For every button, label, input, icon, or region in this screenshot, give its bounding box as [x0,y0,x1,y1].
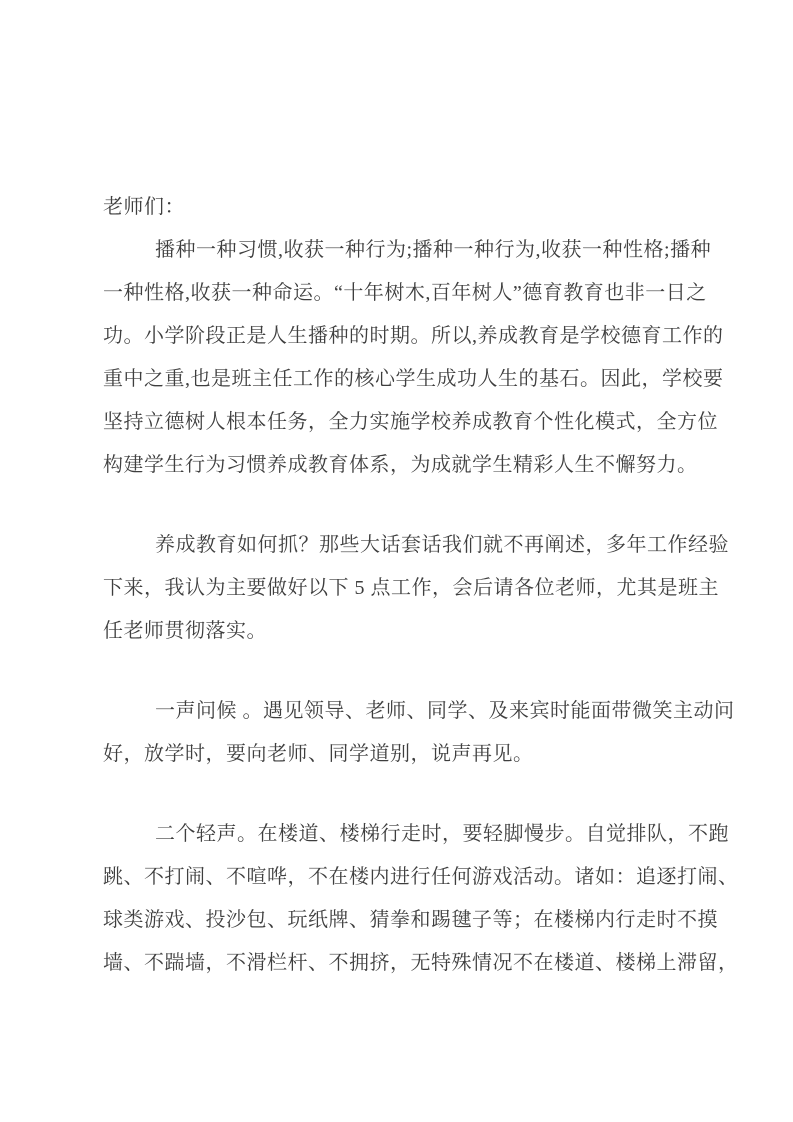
text-line: 跳、不打闹、不喧哗，不在楼内进行任何游戏活动。诸如：追逐打闹、 [103,866,739,888]
paragraph [103,690,735,776]
text-line: 功。小学阶段正是人生播种的时期。所以,养成教育是学校德育工作的 [103,325,724,347]
text-line: 二个轻声。在楼道、楼梯行走时，要轻脚慢步。自觉排队，不跑 [155,823,729,845]
text-line: 一种性格,收获一种命运。“十年树木,百年树人”德育教育也非一日之 [103,282,707,304]
text-line: 构建学生行为习惯养成教育体系，为成就学生精彩人生不懈努力。 [103,454,698,476]
paragraph [103,524,729,653]
text-line: 好，放学时，要向老师、同学道别，说声再见。 [103,743,534,765]
document-body [103,229,739,985]
text-line: 下来，我认为主要做好以下 5 点工作，会后请各位老师，尤其是班主 [103,577,719,599]
salutation-text: 老师们： [103,196,185,218]
text-line: 播种一种习惯,收获一种行为;播种一种行为,收获一种性格;播种 [155,239,712,261]
text-line: 墙、不踹墙，不滑栏杆、不拥挤，无特殊情况不在楼道、楼梯上滞留， [103,952,739,974]
paragraph [103,813,739,985]
text-line: 一声问候 。遇见领导、老师、同学、及来宾时能面带微笑主动问 [155,700,735,722]
text-line: 任老师贯彻落实。 [103,620,267,642]
text-line: 球类游戏、投沙包、玩纸牌、猜拳和踢毽子等；在楼梯内行走时不摸 [103,909,718,931]
salutation [103,186,692,229]
paragraph [103,229,724,487]
text-line: 坚持立德树人根本任务，全力实施学校养成教育个性化模式，全方位 [103,411,718,433]
text-line: 重中之重,也是班主任工作的核心学生成功人生的基石。因此，学校要 [103,368,724,390]
text-line: 养成教育如何抓？那些大话套话我们就不再阐述，多年工作经验 [155,534,729,556]
